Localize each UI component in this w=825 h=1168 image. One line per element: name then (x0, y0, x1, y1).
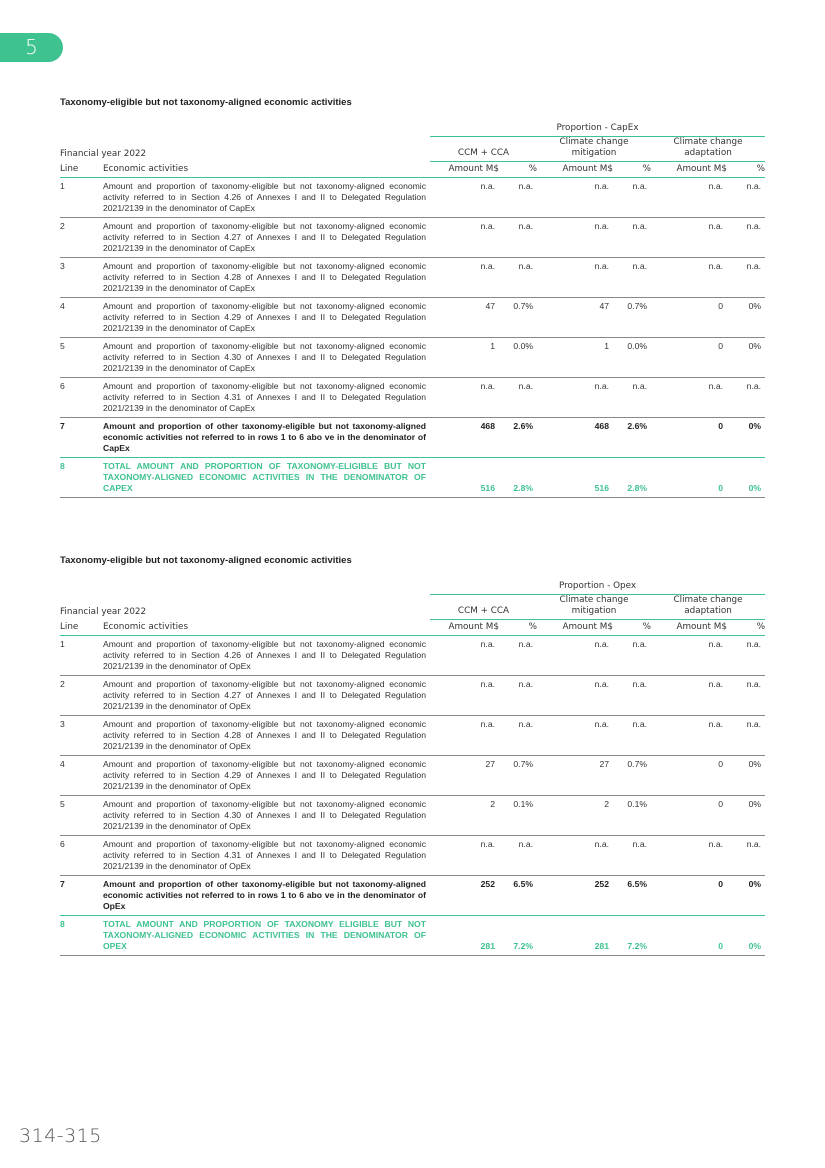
table-row (60, 676, 765, 716)
ccm-cca-amount: 516 (430, 458, 499, 498)
ccm-cca-percent: 7.2% (499, 916, 537, 956)
capex-rows (60, 178, 765, 498)
ccm-cca-percent: 2.6% (499, 418, 537, 458)
chapter-number: 5 (25, 35, 38, 59)
ccm-cca-percent: n.a. (499, 716, 537, 756)
adaptation-percent: 0% (727, 338, 765, 378)
ccm-cca-percent: n.a. (499, 258, 537, 298)
adaptation-amount: 0 (651, 756, 727, 796)
ccm-cca-percent: n.a. (499, 378, 537, 418)
col-amount: Amount M$ (430, 620, 499, 636)
adaptation-amount: n.a. (651, 716, 727, 756)
col-line: Line (60, 162, 103, 178)
table-row (60, 218, 765, 258)
mitigation-amount: 2 (537, 796, 613, 836)
mitigation-amount: n.a. (537, 636, 613, 676)
mitigation-amount: n.a. (537, 218, 613, 258)
mitigation-percent: 0.7% (613, 298, 651, 338)
ccm-cca-amount: 27 (430, 756, 499, 796)
table-row (60, 636, 765, 676)
activity-description: Amount and proportion of taxonomy-eligible but not taxonomy-aligned economic activity referred to in Section 4.31 of Annexes I and II to Delegated Regulation 2021/2139 in the denominator of OpEx (103, 836, 430, 876)
col-amount: Amount M$ (430, 162, 499, 178)
ccm-cca-percent: n.a. (499, 218, 537, 258)
ccm-cca-amount: 281 (430, 916, 499, 956)
line-cell: 1 (60, 636, 103, 676)
ccm-cca-amount: 1 (430, 338, 499, 378)
activity-description: Amount and proportion of taxonomy-eligible but not taxonomy-aligned economic activity referred to in Section 4.28 of Annexes I and II to Delegated Regulation 2021/2139 in the denominator of CapEx (103, 258, 430, 298)
activity-description: Amount and proportion of taxonomy-eligible but not taxonomy-aligned economic activity referred to in Section 4.29 of Annexes I and II to Delegated Regulation 2021/2139 in the denominator of CapEx (103, 298, 430, 338)
adaptation-amount: 0 (651, 298, 727, 338)
ccm-cca-percent: n.a. (499, 178, 537, 218)
adaptation-percent: n.a. (727, 218, 765, 258)
line-cell: 4 (60, 756, 103, 796)
activity-description: Amount and proportion of other taxonomy-eligible but not taxonomy-aligned economic activities not referred to in rows 1 to 6 abo ve in the denominator of OpEx (103, 876, 430, 916)
mitigation-amount: n.a. (537, 836, 613, 876)
adaptation-amount: n.a. (651, 836, 727, 876)
opex-title: Taxonomy-eligible but not taxonomy-aligned economic activities (60, 555, 352, 566)
line-cell: 3 (60, 716, 103, 756)
proportion-label: Proportion - Opex (430, 581, 765, 595)
ccm-cca-amount: n.a. (430, 836, 499, 876)
adaptation-percent: 0% (727, 876, 765, 916)
ccm-cca-percent: 6.5% (499, 876, 537, 916)
page-numbers: 314-315 (19, 1125, 102, 1147)
adaptation-percent: n.a. (727, 836, 765, 876)
adaptation-amount: n.a. (651, 676, 727, 716)
line-cell: 5 (60, 796, 103, 836)
table-row (60, 458, 765, 498)
col-activities: Economic activities (103, 620, 430, 636)
activity-description: TOTAL AMOUNT AND PROPORTION OF TAXONOMY-ELIGIBLE BUT NOT TAXONOMY-ALIGNED ECONOMIC ACTIVITIES IN THE DENOMINATOR OF CAPEX (103, 458, 430, 498)
mitigation-amount: 281 (537, 916, 613, 956)
adaptation-amount: 0 (651, 916, 727, 956)
mitigation-amount: 1 (537, 338, 613, 378)
adaptation-percent: n.a. (727, 378, 765, 418)
table-row (60, 258, 765, 298)
activity-description: Amount and proportion of taxonomy-eligible but not taxonomy-aligned economic activity referred to in Section 4.29 of Annexes I and II to Delegated Regulation 2021/2139 in the denominator of OpEx (103, 756, 430, 796)
adaptation-percent: 0% (727, 916, 765, 956)
activity-description: Amount and proportion of taxonomy-eligible but not taxonomy-aligned economic activity referred to in Section 4.30 of Annexes I and II to Delegated Regulation 2021/2139 in the denominator of OpEx (103, 796, 430, 836)
adaptation-amount: n.a. (651, 378, 727, 418)
adaptation-percent: 0% (727, 458, 765, 498)
activity-description: Amount and proportion of taxonomy-eligible but not taxonomy-aligned economic activity referred to in Section 4.28 of Annexes I and II to Delegated Regulation 2021/2139 in the denominator of OpEx (103, 716, 430, 756)
activity-description: Amount and proportion of taxonomy-eligible but not taxonomy-aligned economic activity referred to in Section 4.26 of Annexes I and II to Delegated Regulation 2021/2139 in the denominator of CapEx (103, 178, 430, 218)
col-amount: Amount M$ (537, 162, 613, 178)
table-row (60, 178, 765, 218)
opex-table (60, 581, 765, 956)
adaptation-percent: 0% (727, 756, 765, 796)
line-cell: 2 (60, 218, 103, 258)
mitigation-amount: n.a. (537, 716, 613, 756)
ccm-cca-amount: n.a. (430, 378, 499, 418)
adaptation-percent: 0% (727, 418, 765, 458)
table-row (60, 378, 765, 418)
table-row (60, 298, 765, 338)
mitigation-percent: n.a. (613, 716, 651, 756)
adaptation-percent: n.a. (727, 636, 765, 676)
group-mitigation: Climate change mitigation (537, 595, 651, 620)
line-cell: 8 (60, 916, 103, 956)
ccm-cca-amount: n.a. (430, 258, 499, 298)
mitigation-amount: 27 (537, 756, 613, 796)
mitigation-percent: 0.1% (613, 796, 651, 836)
adaptation-amount: n.a. (651, 636, 727, 676)
group-adaptation: Climate change adaptation (651, 137, 765, 162)
line-cell: 6 (60, 836, 103, 876)
col-amount: Amount M$ (651, 620, 727, 636)
mitigation-amount: 468 (537, 418, 613, 458)
group-adaptation: Climate change adaptation (651, 595, 765, 620)
mitigation-amount: n.a. (537, 258, 613, 298)
mitigation-percent: n.a. (613, 636, 651, 676)
mitigation-percent: 2.6% (613, 418, 651, 458)
mitigation-percent: 2.8% (613, 458, 651, 498)
ccm-cca-amount: 468 (430, 418, 499, 458)
col-pct: % (499, 620, 537, 636)
mitigation-percent: 6.5% (613, 876, 651, 916)
line-cell: 3 (60, 258, 103, 298)
activity-description: Amount and proportion of taxonomy-eligible but not taxonomy-aligned economic activity referred to in Section 4.26 of Annexes I and II to Delegated Regulation 2021/2139 in the denominator of OpEx (103, 636, 430, 676)
table-row (60, 418, 765, 458)
mitigation-amount: n.a. (537, 378, 613, 418)
chapter-tab (0, 33, 63, 62)
mitigation-percent: n.a. (613, 218, 651, 258)
mitigation-amount: n.a. (537, 178, 613, 218)
ccm-cca-amount: n.a. (430, 178, 499, 218)
col-line: Line (60, 620, 103, 636)
ccm-cca-amount: 47 (430, 298, 499, 338)
mitigation-percent: n.a. (613, 378, 651, 418)
adaptation-amount: 0 (651, 796, 727, 836)
col-pct: % (613, 162, 651, 178)
mitigation-amount: 252 (537, 876, 613, 916)
ccm-cca-amount: n.a. (430, 676, 499, 716)
group-ccm-cca: CCM + CCA (430, 137, 537, 162)
adaptation-percent: n.a. (727, 676, 765, 716)
adaptation-percent: 0% (727, 298, 765, 338)
activity-description: Amount and proportion of taxonomy-eligible but not taxonomy-aligned economic activity referred to in Section 4.30 of Annexes I and II to Delegated Regulation 2021/2139 in the denominator of CapEx (103, 338, 430, 378)
col-pct: % (727, 162, 765, 178)
line-cell: 7 (60, 418, 103, 458)
capex-table (60, 123, 765, 498)
adaptation-amount: 0 (651, 876, 727, 916)
capex-title: Taxonomy-eligible but not taxonomy-aligned economic activities (60, 97, 352, 108)
adaptation-amount: 0 (651, 418, 727, 458)
table-row (60, 756, 765, 796)
line-cell: 4 (60, 298, 103, 338)
financial-year: Financial year 2022 (60, 148, 147, 159)
col-amount: Amount M$ (651, 162, 727, 178)
activity-description: TOTAL AMOUNT AND PROPORTION OF TAXONOMY ELIGIBLE BUT NOT TAXONOMY-ALIGNED ECONOMIC ACTIVITIES IN THE DENOMINATOR OF OPEX (103, 916, 430, 956)
ccm-cca-amount: n.a. (430, 218, 499, 258)
adaptation-percent: n.a. (727, 258, 765, 298)
group-ccm-cca: CCM + CCA (430, 595, 537, 620)
ccm-cca-percent: 0.7% (499, 756, 537, 796)
ccm-cca-amount: 2 (430, 796, 499, 836)
activity-description: Amount and proportion of other taxonomy-eligible but not taxonomy-aligned economic activities not referred to in rows 1 to 6 abo ve in the denominator of CapEx (103, 418, 430, 458)
table-row (60, 876, 765, 916)
adaptation-amount: 0 (651, 338, 727, 378)
ccm-cca-percent: n.a. (499, 636, 537, 676)
mitigation-amount: n.a. (537, 676, 613, 716)
table-row (60, 716, 765, 756)
adaptation-percent: 0% (727, 796, 765, 836)
ccm-cca-percent: 0.1% (499, 796, 537, 836)
adaptation-percent: n.a. (727, 178, 765, 218)
adaptation-amount: n.a. (651, 218, 727, 258)
table-row (60, 836, 765, 876)
ccm-cca-percent: 0.7% (499, 298, 537, 338)
adaptation-amount: n.a. (651, 258, 727, 298)
opex-rows (60, 636, 765, 956)
ccm-cca-amount: n.a. (430, 716, 499, 756)
line-cell: 1 (60, 178, 103, 218)
opex-section (60, 555, 765, 956)
financial-year: Financial year 2022 (60, 606, 147, 617)
proportion-label: Proportion - CapEx (430, 123, 765, 137)
line-cell: 8 (60, 458, 103, 498)
adaptation-amount: n.a. (651, 178, 727, 218)
mitigation-percent: n.a. (613, 178, 651, 218)
adaptation-amount: 0 (651, 458, 727, 498)
ccm-cca-percent: n.a. (499, 836, 537, 876)
ccm-cca-percent: 0.0% (499, 338, 537, 378)
activity-description: Amount and proportion of taxonomy-eligible but not taxonomy-aligned economic activity referred to in Section 4.27 of Annexes I and II to Delegated Regulation 2021/2139 in the denominator of OpEx (103, 676, 430, 716)
mitigation-percent: 7.2% (613, 916, 651, 956)
mitigation-amount: 47 (537, 298, 613, 338)
col-pct: % (613, 620, 651, 636)
mitigation-amount: 516 (537, 458, 613, 498)
mitigation-percent: n.a. (613, 676, 651, 716)
col-activities: Economic activities (103, 162, 430, 178)
col-pct: % (499, 162, 537, 178)
col-amount: Amount M$ (537, 620, 613, 636)
line-cell: 2 (60, 676, 103, 716)
ccm-cca-percent: 2.8% (499, 458, 537, 498)
table-row (60, 916, 765, 956)
activity-description: Amount and proportion of taxonomy-eligible but not taxonomy-aligned economic activity referred to in Section 4.31 of Annexes I and II to Delegated Regulation 2021/2139 in the denominator of CapEx (103, 378, 430, 418)
ccm-cca-amount: n.a. (430, 636, 499, 676)
line-cell: 6 (60, 378, 103, 418)
mitigation-percent: 0.0% (613, 338, 651, 378)
capex-section (60, 97, 765, 498)
line-cell: 7 (60, 876, 103, 916)
col-pct: % (727, 620, 765, 636)
mitigation-percent: n.a. (613, 258, 651, 298)
mitigation-percent: n.a. (613, 836, 651, 876)
table-row (60, 796, 765, 836)
mitigation-percent: 0.7% (613, 756, 651, 796)
adaptation-percent: n.a. (727, 716, 765, 756)
line-cell: 5 (60, 338, 103, 378)
activity-description: Amount and proportion of taxonomy-eligible but not taxonomy-aligned economic activity referred to in Section 4.27 of Annexes I and II to Delegated Regulation 2021/2139 in the denominator of CapEx (103, 218, 430, 258)
group-mitigation: Climate change mitigation (537, 137, 651, 162)
ccm-cca-amount: 252 (430, 876, 499, 916)
table-row (60, 338, 765, 378)
ccm-cca-percent: n.a. (499, 676, 537, 716)
